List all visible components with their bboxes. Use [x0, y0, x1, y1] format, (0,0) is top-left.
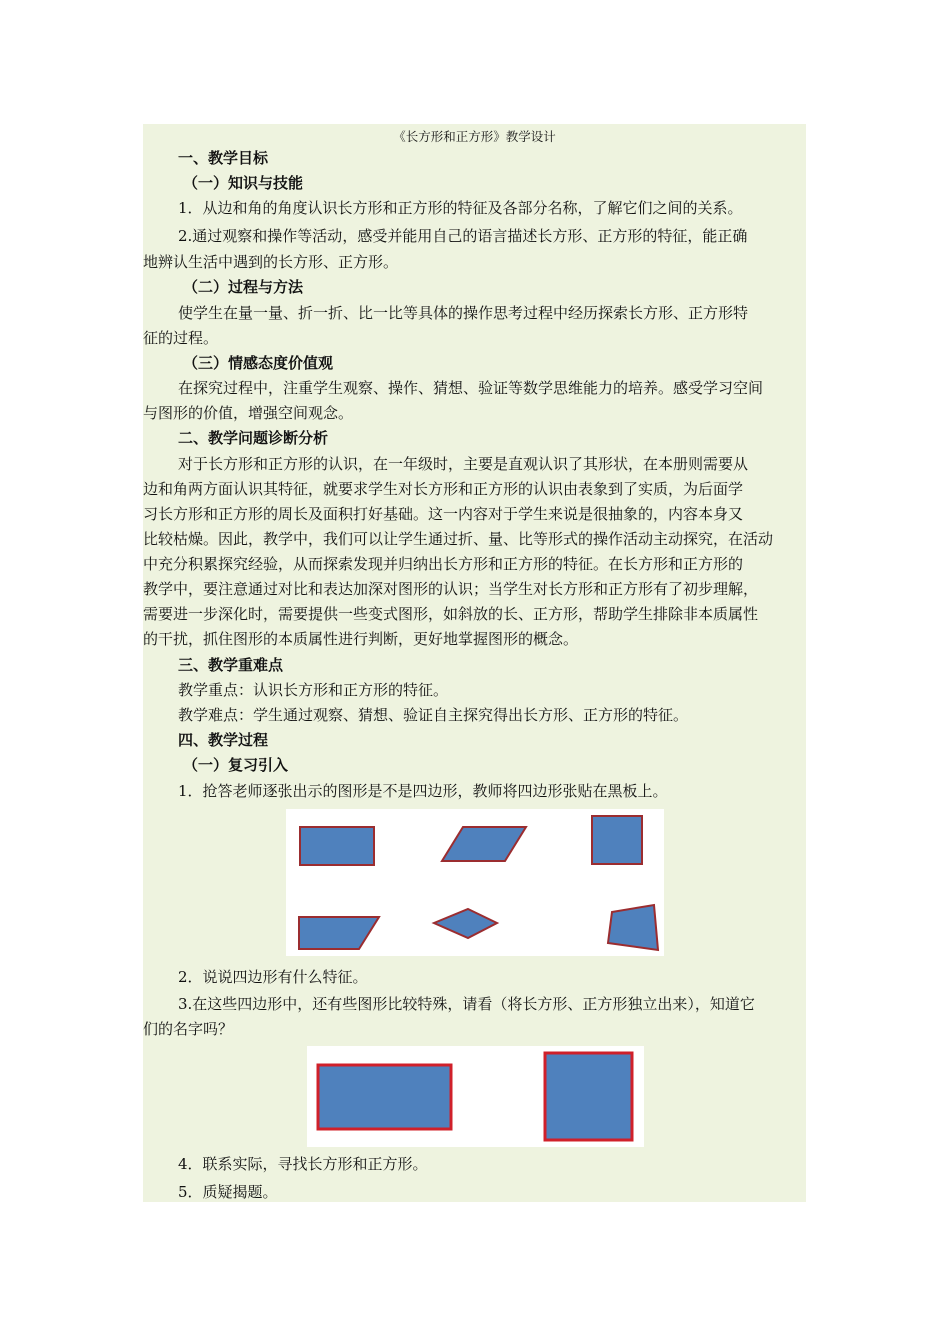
paragraph: 2．说说四边形有什么特征。: [178, 968, 368, 986]
subheading-process-methods: （二）过程与方法: [183, 278, 304, 296]
rectangle-shape: [318, 1065, 451, 1129]
heading-teaching-process: 四、教学过程: [178, 731, 269, 749]
paragraph: 对于长方形和正方形的认识，在一年级时，主要是直观认识了其形状，在本册则需要从: [178, 455, 749, 473]
parallelogram-shape: [442, 827, 526, 861]
heading-teaching-goals: 一、教学目标: [178, 149, 269, 167]
paragraph: 1．抢答老师逐张出示的图形是不是四边形，教师将四边形张贴在黑板上。: [178, 782, 668, 800]
paragraph: 5．质疑揭题。: [178, 1183, 278, 1201]
square-shape: [592, 816, 642, 864]
paragraph: 地辨认生活中遇到的长方形、正方形。: [143, 253, 399, 271]
heading-key-difficult-points: 三、教学重难点: [178, 656, 284, 674]
paragraph: 教学重点：认识长方形和正方形的特征。: [178, 681, 449, 699]
paragraph: 在探究过程中，注重学生观察、操作、猜想、验证等数学思维能力的培养。感受学习空间: [178, 379, 764, 397]
paragraph: 比较枯燥。因此，教学中，我们可以让学生通过折、量、比等形式的操作活动主动探究，在活动: [143, 530, 774, 548]
paragraph: 征的过程。: [143, 329, 219, 347]
rectangle-square-figure: [307, 1046, 644, 1147]
paragraph: 习长方形和正方形的周长及面积打好基础。这一内容对于学生来说是很抽象的，内容本身又: [143, 505, 744, 523]
paragraph: 与图形的价值，增强空间观念。: [143, 404, 354, 422]
heading-problem-analysis: 二、教学问题诊断分析: [178, 429, 329, 447]
subheading-review-intro: （一）复习引入: [183, 756, 289, 774]
paragraph: 需要进一步深化时，需要提供一些变式图形，如斜放的长、正方形，帮助学生排除非本质属性: [143, 605, 759, 623]
paragraph: 的干扰，抓住图形的本质属性进行判断，更好地掌握图形的概念。: [143, 630, 579, 648]
square-shape: [545, 1053, 632, 1140]
paragraph: 1．从边和角的角度认识长方形和正方形的特征及各部分名称，了解它们之间的关系。: [178, 199, 743, 217]
rectangle-square-svg: [307, 1046, 644, 1147]
quadrilaterals-figure: [286, 809, 664, 956]
document-page: [143, 124, 806, 1202]
paragraph: 3.在这些四边形中，还有些图形比较特殊，请看（将长方形、正方形独立出来），知道它: [178, 995, 755, 1013]
irregular-quadrilateral-shape: [608, 905, 658, 950]
paragraph: 教学难点：学生通过观察、猜想、验证自主探究得出长方形、正方形的特征。: [178, 706, 689, 724]
paragraph: 2.通过观察和操作等活动，感受并能用自己的语言描述长方形、正方形的特征，能正确: [178, 227, 748, 245]
paragraph: 教学中，要注意通过对比和表达加深对图形的认识；当学生对长方形和正方形有了初步理解，: [143, 580, 759, 598]
quadrilaterals-svg: [286, 809, 664, 956]
paragraph: 们的名字吗？: [143, 1020, 234, 1038]
rhombus-shape: [434, 909, 497, 938]
paragraph: 中充分积累探究经验，从而探索发现并归纳出长方形和正方形的特征。在长方形和正方形的: [143, 555, 744, 573]
paragraph: 边和角两方面认识其特征，就要求学生对长方形和正方形的认识由表象到了实质，为后面学: [143, 480, 744, 498]
rectangle-shape: [300, 827, 374, 865]
paragraph: 4．联系实际，寻找长方形和正方形。: [178, 1155, 428, 1173]
subheading-attitude-values: （三）情感态度价值观: [183, 354, 334, 372]
paragraph: 使学生在量一量、折一折、比一比等具体的操作思考过程中经历探索长方形、正方形特: [178, 304, 749, 322]
trapezoid-shape: [299, 917, 379, 949]
subheading-knowledge-skills: （一）知识与技能: [183, 174, 304, 192]
document-title: 《长方形和正方形》教学设计: [393, 129, 556, 144]
